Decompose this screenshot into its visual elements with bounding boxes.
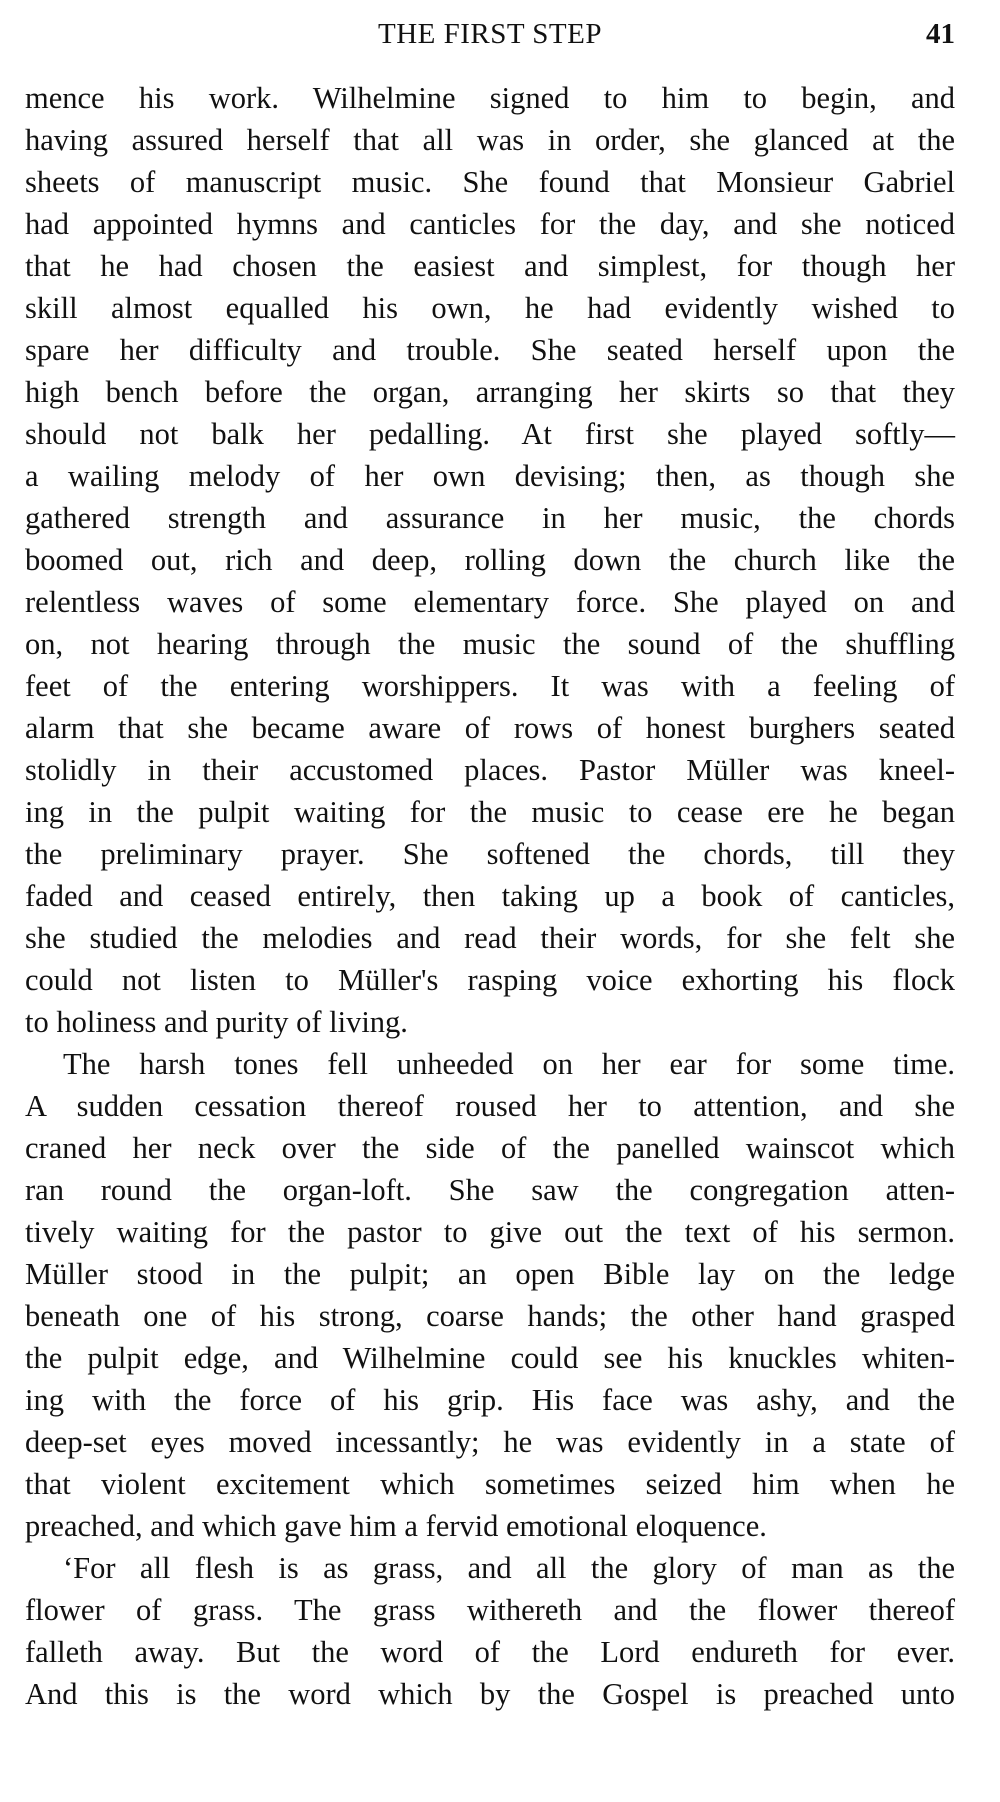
text-line: gathered strength and assurance in her music, the chords [25,501,955,535]
text-line: stolidly in their accustomed places. Pastor Müller was kneel- [25,753,955,787]
text-line: could not listen to Müller's rasping voice exhorting his flock [25,963,955,997]
text-line: the pulpit edge, and Wilhelmine could see his knuckles whiten- [25,1341,955,1375]
text-line: feet of the entering worshippers. It was with a feeling of [25,669,955,703]
text-line: preached, and which gave him a fervid emotional eloquence. [25,1509,767,1543]
text-line: flower of grass. The grass withereth and the flower thereof [25,1593,955,1627]
text-line: falleth away. But the word of the Lord endureth for ever. [25,1635,955,1669]
text-line: that violent excitement which sometimes seized him when he [25,1467,955,1501]
text-line: faded and ceased entirely, then taking up a book of canticles, [25,879,955,913]
text-line: And this is the word which by the Gospel is preached unto [25,1677,955,1711]
text-line: ran round the organ-loft. She saw the congregation atten- [25,1173,955,1207]
text-line: spare her difficulty and trouble. She seated herself upon the [25,333,955,367]
page-header [25,14,955,58]
text-line: sheets of manuscript music. She found that Monsieur Gabriel [25,165,955,199]
text-line: ‘For all flesh is as grass, and all the glory of man as the [63,1551,955,1585]
text-line: A sudden cessation thereof roused her to attention, and she [25,1089,955,1123]
text-line: relentless waves of some elementary force. She played on and [25,585,955,619]
text-line: on, not hearing through the music the sound of the shuffling [25,627,955,661]
text-line: had appointed hymns and canticles for the day, and she noticed [25,207,955,241]
text-line: boomed out, rich and deep, rolling down the church like the [25,543,955,577]
text-line: the preliminary prayer. She softened the chords, till they [25,837,955,871]
body-text [25,77,955,1715]
text-line: Müller stood in the pulpit; an open Bible lay on the ledge [25,1257,955,1291]
text-line: beneath one of his strong, coarse hands; the other hand grasped [25,1299,955,1333]
text-line: should not balk her pedalling. At first she played softly— [25,417,955,451]
text-line: to holiness and purity of living. [25,1005,408,1039]
text-line: she studied the melodies and read their words, for she felt she [25,921,955,955]
text-line: alarm that she became aware of rows of honest burghers seated [25,711,955,745]
text-line: having assured herself that all was in order, she glanced at the [25,123,955,157]
text-line: high bench before the organ, arranging her skirts so that they [25,375,955,409]
text-line: deep-set eyes moved incessantly; he was evidently in a state of [25,1425,955,1459]
text-line: that he had chosen the easiest and simplest, for though her [25,249,955,283]
text-line: craned her neck over the side of the panelled wainscot which [25,1131,955,1165]
text-line: ing with the force of his grip. His face was ashy, and the [25,1383,955,1417]
text-line: a wailing melody of her own devising; then, as though she [25,459,955,493]
text-line: ing in the pulpit waiting for the music to cease ere he began [25,795,955,829]
text-line: skill almost equalled his own, he had evidently wished to [25,291,955,325]
running-title: THE FIRST STEP [377,18,602,50]
page-number: 41 [926,18,955,50]
text-line: tively waiting for the pastor to give out the text of his sermon. [25,1215,955,1249]
text-line: mence his work. Wilhelmine signed to him to begin, and [25,81,955,115]
text-line: The harsh tones fell unheeded on her ear for some time. [63,1047,955,1081]
